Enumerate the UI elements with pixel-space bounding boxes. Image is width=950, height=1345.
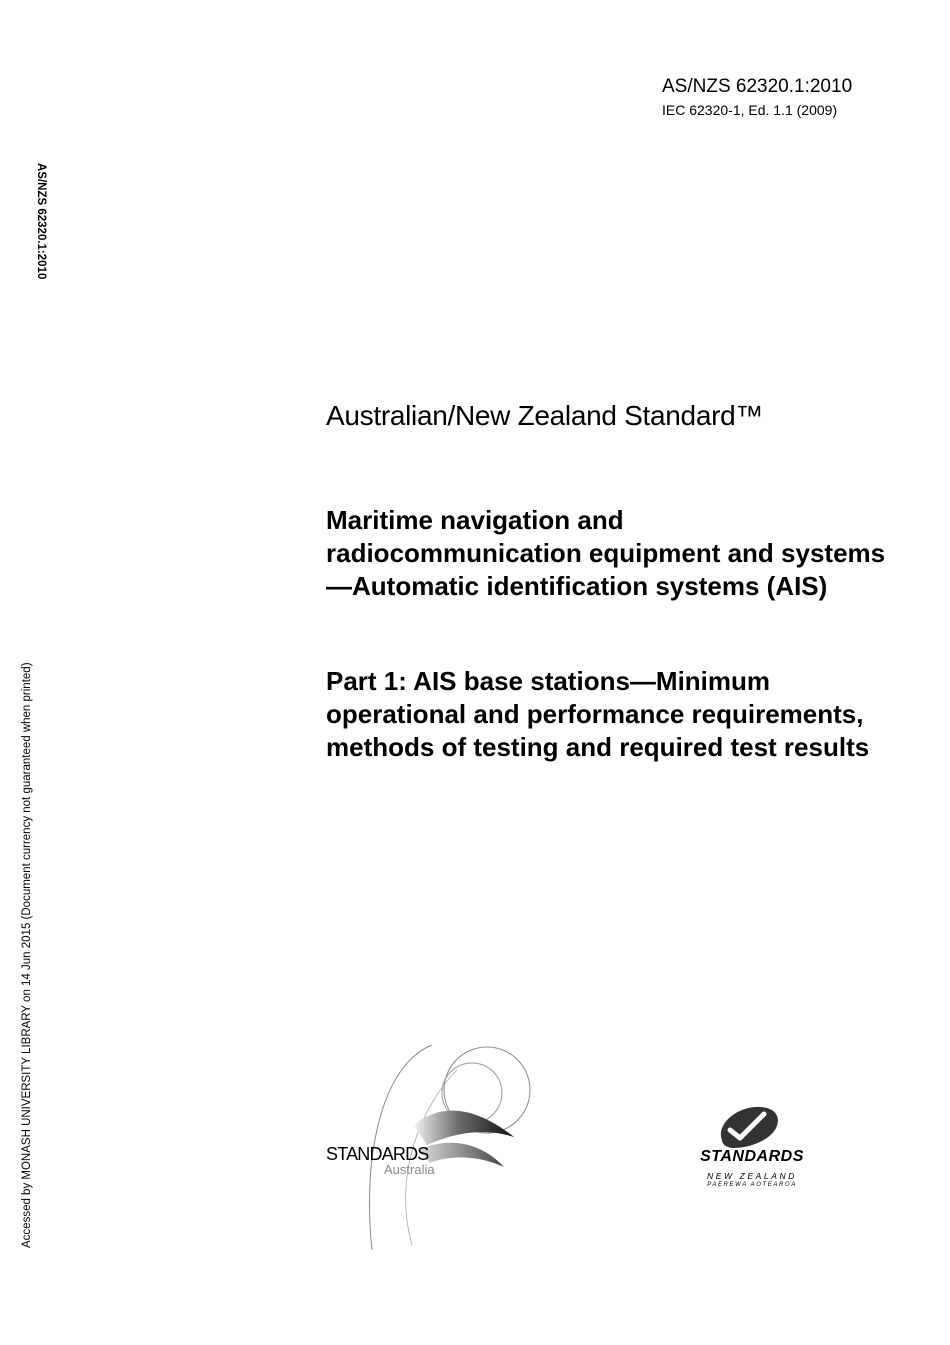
iec-reference: IEC 62320-1, Ed. 1.1 (2009) [662, 102, 838, 118]
access-note: Accessed by MONASH UNIVERSITY LIBRARY on 14 Jun 2015 (Document currency not guaranteed when printed) [21, 662, 33, 1248]
standard-number: AS/NZS 62320.1:2010 [662, 76, 853, 97]
standards-australia-word: STANDARDS [326, 1144, 429, 1164]
standards-nz-line2: PAEREWA AOTEAROA [707, 1182, 797, 1188]
standards-nz-logo-icon [712, 1104, 782, 1150]
standards-australia-sub: Australia [384, 1162, 435, 1177]
part-title: Part 1: AIS base stations—Minimum operational and performance requirements, methods of testing and required test results [326, 666, 870, 762]
series-title: Australian/New Zealand Standard™ [326, 400, 764, 431]
standards-nz-line1: NEW ZEALAND [707, 1171, 797, 1181]
spine-label: AS/NZS 62320.1:2010 [35, 163, 47, 280]
document-title: Maritime navigation and radiocommunication equipment and systems—Automatic identification systems (AIS) [326, 505, 886, 601]
standards-nz-word: STANDARDS [700, 1148, 804, 1165]
